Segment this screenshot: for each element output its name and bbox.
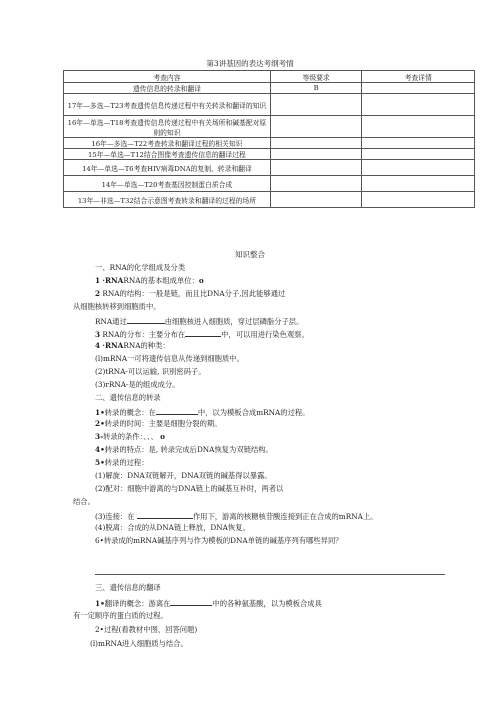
text-line	[95, 459, 149, 466]
table-cell-details	[362, 149, 475, 160]
text-span: 翻译的概念：游离在	[104, 599, 171, 608]
text-line	[95, 277, 204, 284]
text-line: (l)mRNA一可将遗传信息从传递到细胞质中。	[95, 354, 244, 363]
text-span: 中，可以用进行染色观察。	[221, 330, 309, 339]
table-cell-content: 14年—单选—T6考查HIV病毒DNA的复制、转录和翻译	[64, 160, 271, 176]
table-cell-level	[270, 94, 362, 116]
table-cell-content: 遗传信息的转录和翻译	[64, 83, 271, 94]
table-cell-details	[362, 94, 475, 116]
text-span: 转录的时间：主要是细胞分裂的期。	[104, 419, 222, 428]
item-number: 1•	[95, 599, 105, 608]
text-span: RNA的分布：主要分布在	[102, 330, 186, 339]
item-number: 3-	[95, 432, 104, 441]
item-number: 2	[95, 289, 101, 298]
text-line: (1)解旋：DNA双链解开，DNA双链的碱基得以暴露。	[95, 471, 272, 480]
table-cell-content: 16年—单选—T18考查遗传信息传递过程中有关场所和碱基配对原则的知识	[64, 116, 271, 138]
exam-outline-table	[63, 70, 475, 208]
table-row	[64, 116, 475, 138]
fill-blank	[156, 407, 198, 415]
text-span: 中，以为模板合成mRNA的过程。	[197, 408, 310, 417]
table-cell-details	[362, 138, 475, 149]
text-line	[95, 446, 273, 453]
item-number: 3	[95, 330, 101, 339]
trailing-mark: o	[160, 432, 166, 441]
rna-marker: ·RNA	[102, 276, 124, 285]
table-cell-content: 13年—非选—T32结合示意图考查转录和翻译的过程的场所	[64, 192, 271, 208]
text-span: 作用下，游离的核糖核苷酸连接到正在合成的mRNA上。	[192, 512, 378, 521]
item-number: 2•	[95, 419, 105, 428]
text-line: 有一定顺序的蛋白质的过程。	[73, 611, 168, 620]
text-span: 因此能够通过	[241, 289, 286, 298]
table-cell-level	[270, 116, 362, 138]
table-row	[64, 160, 475, 176]
text-span: RNA的结构：一般是链，而且比DNA分子	[102, 289, 240, 298]
table-cell-level	[270, 138, 362, 149]
table-cell-details	[362, 176, 475, 192]
heading-transcription: 二、遗传信息的转录	[95, 393, 161, 402]
table-cell-content: 15年—单选—T12结合图像考查遗传信息的翻译过程	[64, 149, 271, 160]
fill-blank	[170, 598, 212, 606]
table-cell-details	[362, 192, 475, 208]
text-span: 转录的特点：是, 转录完成后DNA恢复为双链结构。	[104, 445, 273, 454]
table-header: 考查内容	[64, 71, 271, 83]
text-line	[95, 598, 322, 607]
text-span: 转录的过程：	[104, 458, 149, 467]
text-span: 由细胞核进入细胞质，穿过层磷脂分子层。	[164, 317, 304, 326]
fill-blank	[185, 329, 221, 337]
text-span: 转录的条件：、、、	[103, 432, 158, 441]
text-span: 转录的概念：在	[104, 408, 156, 417]
table-cell-content: 17年—多选—T23考查遗传信息传递过程中有关转录和翻译的知识	[64, 94, 271, 116]
table-cell-level: B	[270, 83, 362, 94]
text-line: (2)配对：细胞中游离的与DNA链上的碱基互补时，两者以	[95, 484, 284, 493]
table-cell-details	[362, 160, 475, 176]
text-line: 2•过程(看教材中图，回答问题)	[95, 625, 198, 634]
table-cell-level	[270, 149, 362, 160]
text-line	[95, 420, 222, 427]
text-line: 2 RNA的结构：一般是链，而且比DNA分子,因此能够通过	[95, 289, 286, 298]
table-cell-details	[362, 83, 475, 94]
fill-blank	[127, 316, 165, 324]
page-title: 第3讲基因的表达考纲考情	[206, 59, 294, 68]
table-row	[64, 83, 475, 94]
item-number: 4•	[95, 445, 105, 454]
heading-rna: 一、RNA的化学组成及分类	[95, 263, 186, 272]
text-line	[95, 316, 303, 325]
text-span: (3)连接：在	[95, 512, 135, 521]
table-cell-content: 14年—单选—T20考查基因控制蛋白质合成	[64, 176, 271, 192]
text-line: (l)mRNA进入细胞质与结合。	[90, 639, 188, 648]
text-line: (3)rRNA-是的组成成分。	[95, 380, 180, 389]
text-line: (4)脱离：合成的从DNA链上释放，DNA恢复。	[95, 523, 250, 532]
table-header: 等级要求	[270, 71, 362, 83]
table-cell-level	[270, 160, 362, 176]
section-title-knowledge: 知识整合	[235, 250, 265, 259]
heading-translation: 三、遗传信息的翻译	[95, 583, 161, 592]
text-line	[95, 342, 170, 349]
text-span: 中的各种氨基酸，以为模板合成具	[212, 599, 322, 608]
text-line	[95, 329, 309, 338]
item-number: 4	[95, 341, 101, 350]
text-line	[95, 433, 165, 440]
table-row	[64, 192, 475, 208]
table-header-row	[64, 71, 475, 83]
table-cell-level	[270, 192, 362, 208]
fill-blank	[137, 511, 193, 519]
item-number: 1	[95, 276, 101, 285]
text-line: 从细胞核转移到细胞质中。	[73, 302, 161, 311]
text-line: 结合。	[73, 497, 95, 506]
text-line: (2)tRNA-可以运输, 识别密码子。	[95, 367, 206, 376]
table-row	[64, 149, 475, 160]
table-cell-content: 16年—多选—T22考查转录和翻译过程的相关知识	[64, 138, 271, 149]
text-span: RNA通过	[95, 317, 127, 326]
table-row	[64, 138, 475, 149]
table-row	[64, 94, 475, 116]
item-number: 5•	[95, 458, 105, 467]
table-header: 考查详情	[362, 71, 475, 83]
rna-marker: ·RNA	[102, 341, 124, 350]
text-line	[95, 511, 377, 520]
text-span: RNA的种类：	[123, 341, 170, 350]
table-cell-details	[362, 116, 475, 138]
text-line	[95, 407, 309, 416]
separator-line	[95, 574, 445, 575]
trailing-mark: o	[198, 276, 204, 285]
question-line: 6•转录成的mRNA碱基序列与作为模板的DNA单链的碱基序列有哪些异同？	[95, 536, 343, 545]
table-cell-level	[270, 176, 362, 192]
table-row	[64, 176, 475, 192]
item-number: 1•	[95, 408, 105, 417]
text-span: RNA的基本组成单位：	[123, 276, 199, 285]
